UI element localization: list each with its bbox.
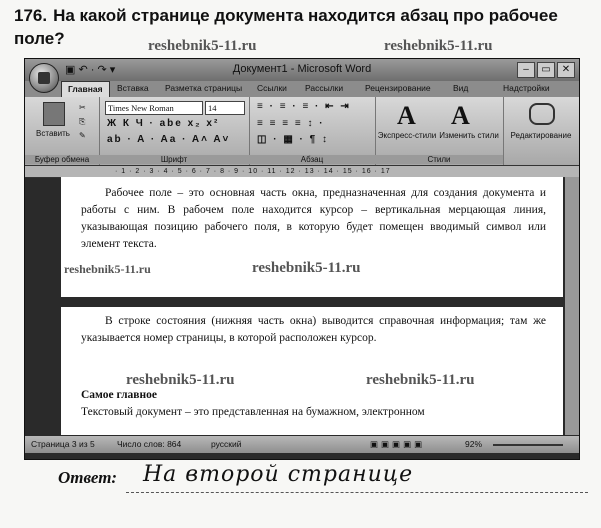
office-button[interactable] bbox=[29, 63, 59, 93]
answer-handwritten: На второй странице bbox=[143, 462, 414, 487]
zoom-slider[interactable] bbox=[493, 444, 563, 446]
editing-group bbox=[503, 97, 579, 165]
ribbon bbox=[25, 97, 579, 166]
font-size-select[interactable]: 14 bbox=[205, 101, 245, 115]
status-zoom[interactable]: 92% bbox=[465, 439, 483, 449]
express-styles-icon: A bbox=[397, 101, 416, 130]
question-text: На какой странице документа находится абзац про рабочее поле? bbox=[14, 6, 558, 48]
title-bar bbox=[25, 59, 579, 81]
align-buttons[interactable]: ≡ ≡ ≡ ≡ ↕ · bbox=[257, 118, 325, 129]
watermark: reshebnik5-11.ru bbox=[384, 38, 493, 54]
page-text bbox=[81, 185, 546, 253]
binoculars-icon bbox=[529, 103, 555, 125]
answer-underline bbox=[126, 492, 588, 493]
tab-references[interactable]: Ссылки bbox=[257, 83, 287, 93]
styles-group bbox=[375, 97, 504, 165]
font-format-buttons[interactable]: Ж К Ч · abe x₂ x² bbox=[107, 118, 220, 129]
answer-line bbox=[58, 462, 588, 496]
status-bar-paragraph: В строке состояния (нижняя часть окна) выводится справочная информация; там же указывается номер страницы, в которой расположен курсор. bbox=[81, 315, 546, 344]
tab-page-layout[interactable]: Разметка страницы bbox=[165, 83, 243, 93]
office-logo-icon bbox=[38, 72, 50, 84]
status-word-count[interactable]: Число слов: 864 bbox=[117, 439, 182, 449]
vertical-scrollbar[interactable] bbox=[565, 177, 579, 435]
word-window bbox=[24, 58, 580, 460]
clipboard-group bbox=[25, 97, 100, 165]
status-bar bbox=[25, 436, 579, 453]
window-controls bbox=[515, 62, 575, 78]
tab-insert[interactable]: Вставка bbox=[117, 83, 149, 93]
tab-addins[interactable]: Надстройки bbox=[503, 83, 550, 93]
status-language[interactable]: русский bbox=[211, 439, 242, 449]
font-group-label: Шрифт bbox=[99, 155, 249, 164]
question bbox=[14, 4, 589, 50]
list-buttons[interactable]: ≡ · ≡ · ≡ · ⇤ ⇥ bbox=[257, 101, 351, 112]
document-page-2 bbox=[61, 177, 563, 297]
window-title: Документ1 - Microsoft Word bbox=[232, 63, 372, 75]
watermark: reshebnik5-11.ru bbox=[252, 260, 361, 276]
paste-icon bbox=[43, 102, 65, 126]
document-page-3 bbox=[61, 307, 563, 435]
question-number: 176. bbox=[14, 6, 48, 25]
tab-view[interactable]: Вид bbox=[453, 83, 469, 93]
minimize-button[interactable]: – bbox=[517, 62, 535, 78]
tab-review[interactable]: Рецензирование bbox=[365, 83, 431, 93]
express-styles-button[interactable]: Экспресс-стили bbox=[377, 131, 437, 140]
watermark: reshebnik5-11.ru bbox=[366, 372, 475, 388]
cut-icon[interactable]: ✂ bbox=[79, 103, 86, 112]
working-area-paragraph: Рабочее поле – это основная часть окна, предназначенная для создания документа и работы с ним. В рабочем поле находится курсор – вертикальная мерцающая линия, указывающая позицию рабочего поля, в которую будет помещен вводимый символ или элемент текста. bbox=[81, 187, 546, 250]
quick-access-toolbar[interactable]: ▣ ↶ · ↷ ▾ bbox=[65, 64, 116, 76]
paragraph-group bbox=[249, 97, 376, 165]
font-name-select[interactable]: Times New Roman bbox=[105, 101, 203, 115]
tab-home[interactable]: Главная bbox=[61, 81, 110, 97]
format-painter-icon[interactable]: ✎ bbox=[79, 131, 86, 140]
view-buttons[interactable]: ▣▣▣▣▣ bbox=[370, 439, 426, 449]
close-button[interactable]: ✕ bbox=[557, 62, 575, 78]
styles-group-label: Стили bbox=[375, 155, 503, 164]
watermark: reshebnik5-11.ru bbox=[126, 372, 235, 388]
editing-button[interactable]: Редактирование bbox=[510, 131, 572, 140]
clipboard-group-label: Буфер обмена bbox=[25, 155, 99, 164]
font-color-buttons[interactable]: ab · A · Aa · A˄ A˅ bbox=[107, 134, 231, 145]
tab-mailings[interactable]: Рассылки bbox=[305, 83, 344, 93]
status-page-count[interactable]: Страница 3 из 5 bbox=[31, 439, 95, 449]
watermark: reshebnik5-11.ru bbox=[148, 38, 257, 54]
change-styles-icon: A bbox=[451, 101, 470, 130]
ruler-marks: · 1 · 2 · 3 · 4 · 5 · 6 · 7 · 8 · 9 · 10 · 11 · 12 · 13 · 14 · 15 · 16 · 17 bbox=[115, 168, 391, 175]
summary-paragraph: Текстовый документ – это представленная на бумажном, электронном bbox=[81, 406, 425, 418]
page-text bbox=[81, 313, 546, 421]
answer-label: Ответ: bbox=[58, 468, 118, 487]
ribbon-tabs bbox=[25, 81, 579, 97]
watermark: reshebnik5-11.ru bbox=[64, 262, 151, 276]
copy-icon[interactable]: ⎘ bbox=[79, 117, 86, 126]
maximize-button[interactable]: ▭ bbox=[537, 62, 555, 78]
summary-heading: Самое главное bbox=[81, 389, 157, 401]
paragraph-group-label: Абзац bbox=[249, 155, 375, 164]
font-group bbox=[99, 97, 250, 165]
border-buttons[interactable]: ◫ · ▦ · ¶ ↕ bbox=[257, 134, 330, 145]
paste-button[interactable]: Вставить bbox=[36, 129, 70, 138]
change-styles-button[interactable]: Изменить стили bbox=[439, 131, 499, 140]
